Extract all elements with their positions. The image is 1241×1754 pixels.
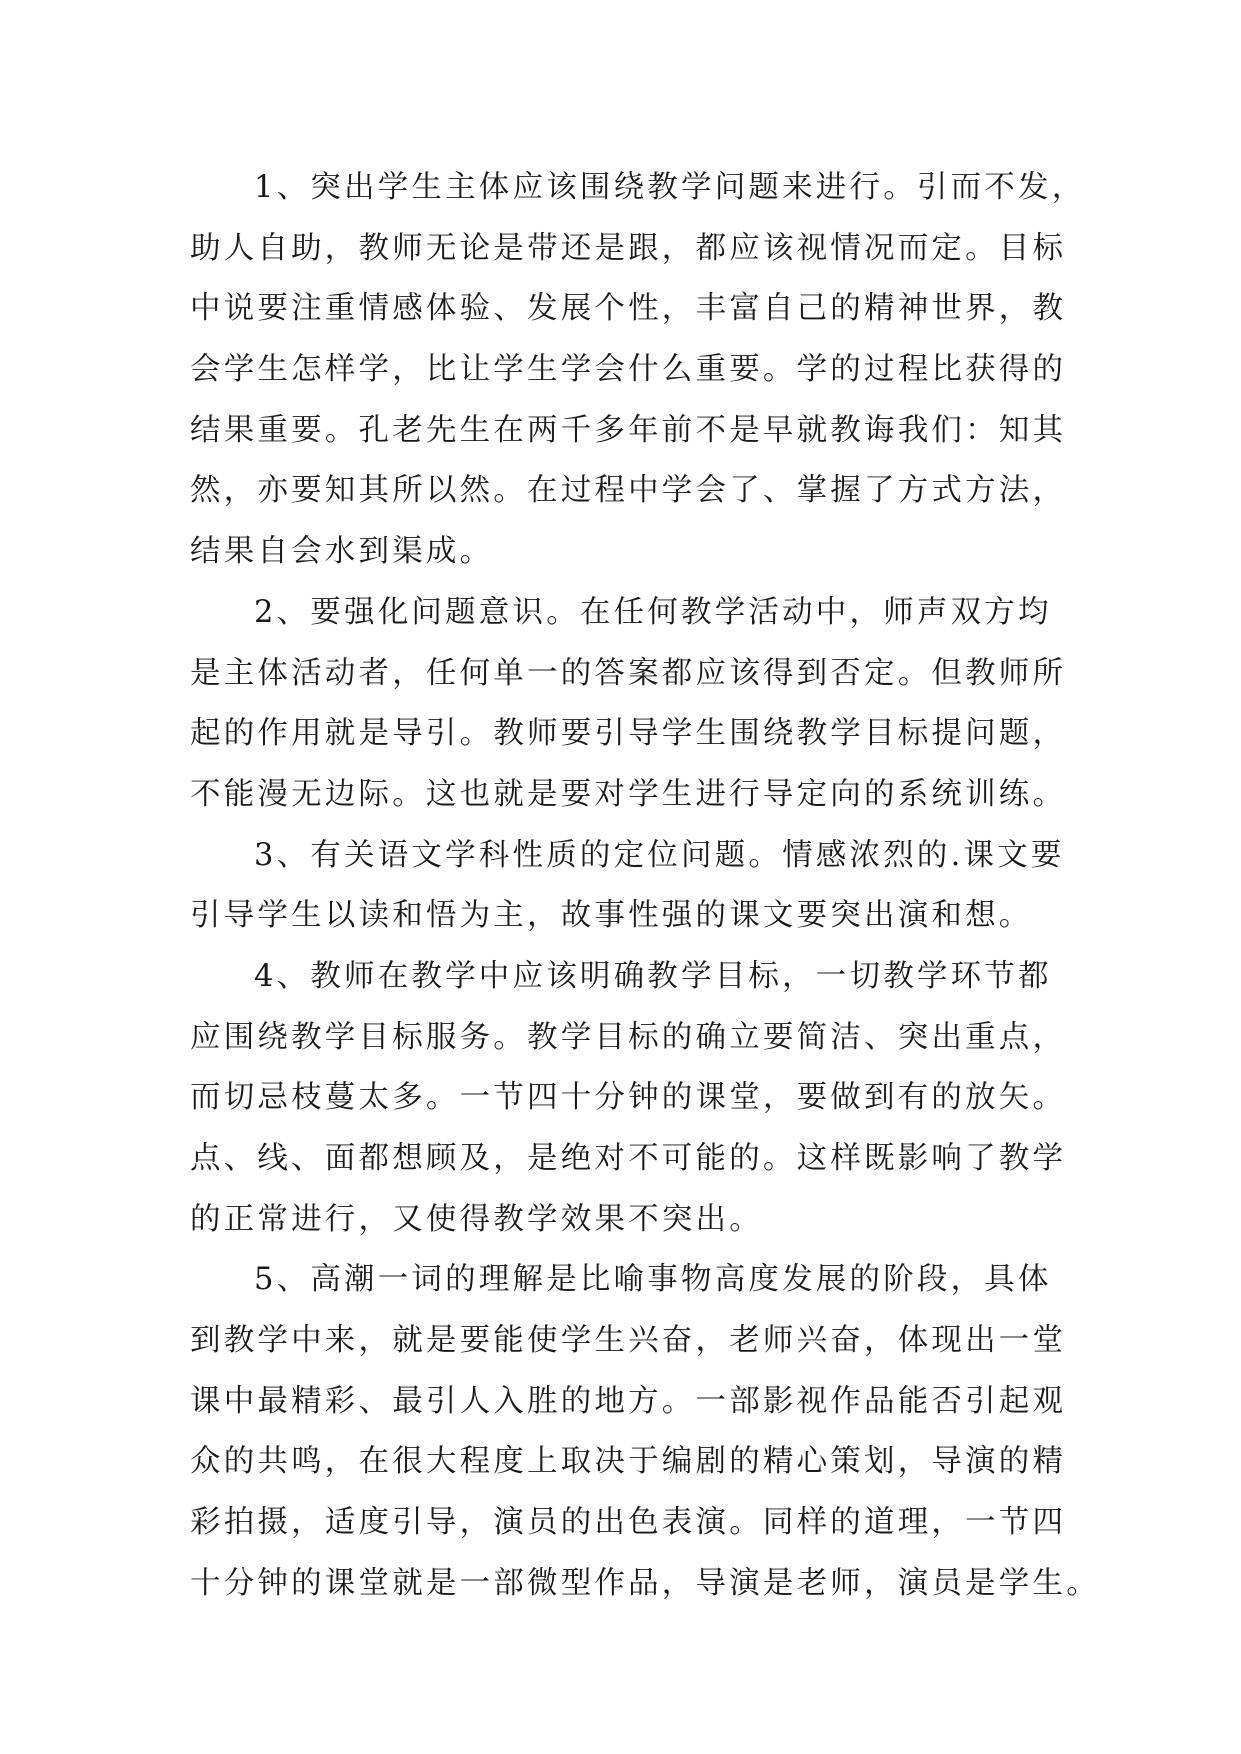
paragraph-1 <box>190 158 1086 583</box>
text-line: 助人自助，教师无论是带还是跟，都应该视情况而定。目标 <box>190 230 1067 266</box>
text-line: 1、突出学生主体应该围绕教学问题来进行。引而不发， <box>254 170 1086 205</box>
text-line: 到教学中来，就是要能使学生兴奋，老师兴奋，体现出一堂 <box>190 1323 1067 1359</box>
paragraph-3 <box>190 826 1065 947</box>
text-line: 会学生怎样学，比让学生学会什么重要。学的过程比获得的 <box>190 352 1067 388</box>
text-line: 点、线、面都想顾及，是绝对不可能的。这样既影响了教学 <box>190 1141 1067 1176</box>
paragraph-4 <box>190 947 1067 1250</box>
paragraph-5 <box>190 1250 1100 1614</box>
text-line: 结果重要。孔老先生在两千多年前不是早就教诲我们：知其 <box>190 412 1067 448</box>
document-body <box>190 158 1100 1615</box>
paragraph-2 <box>190 583 1067 826</box>
text-line: 然，亦要知其所以然。在过程中学会了、掌握了方式方法， <box>190 473 1067 509</box>
text-line: 十分钟的课堂就是一部微型作品，导演是老师，演员是学生。 <box>190 1565 1100 1601</box>
text-line: 结果自会水到渠成。 <box>190 534 494 570</box>
text-line: 不能漫无边际。这也就是要对学生进行导定向的系统训练。 <box>190 776 1067 812</box>
text-line: 是主体活动者，任何单一的答案都应该得到否定。但教师所 <box>190 655 1067 691</box>
text-line: 2、要强化问题意识。在任何教学活动中，师声双方均 <box>254 594 1052 630</box>
text-line: 起的作用就是导引。教师要引导学生围绕教学目标提问题， <box>190 716 1067 752</box>
text-line: 应围绕教学目标服务。教学目标的确立要简洁、突出重点， <box>190 1019 1067 1055</box>
text-line: 课中最精彩、最引人入胜的地方。一部影视作品能否引起观 <box>190 1383 1067 1419</box>
text-line: 的正常进行，又使得教学效果不突出。 <box>190 1201 763 1237</box>
text-line: 5、高潮一词的理解是比喻事物高度发展的阶段，具体 <box>254 1262 1052 1298</box>
text-line: 3、有关语文学科性质的定位问题。情感浓烈的.课文要 <box>254 837 1065 873</box>
text-line: 引导学生以读和悟为主，故事性强的课文要突出演和想。 <box>190 898 1033 934</box>
text-line: 中说要注重情感体验、发展个性，丰富自己的精神世界，教 <box>190 291 1067 327</box>
text-line: 而切忌枝蔓太多。一节四十分钟的课堂，要做到有的放矢。 <box>190 1080 1067 1116</box>
text-line: 众的共鸣，在很大程度上取决于编剧的精心策划，导演的精 <box>190 1444 1067 1480</box>
text-line: 4、教师在教学中应该明确教学目标，一切教学环节都 <box>254 958 1052 994</box>
text-line: 彩拍摄，适度引导，演员的出色表演。同样的道理，一节四 <box>190 1505 1067 1541</box>
